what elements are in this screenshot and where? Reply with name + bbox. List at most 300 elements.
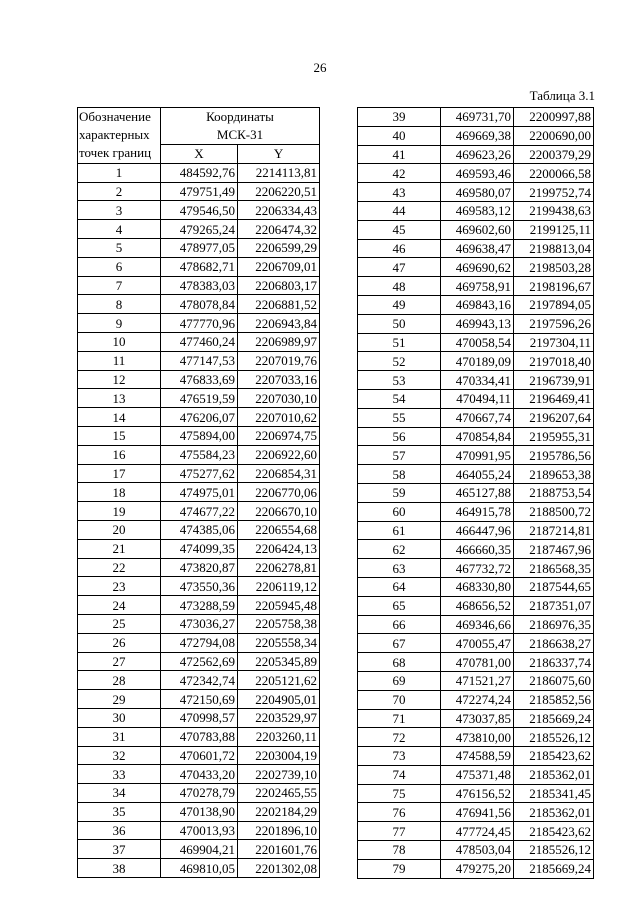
table-row xyxy=(78,671,320,690)
point-number-cell: 6 xyxy=(78,257,161,276)
x-coordinate-cell: 477770,96 xyxy=(161,314,238,333)
coordinates-label: Координаты xyxy=(206,109,274,124)
table-row xyxy=(358,690,594,709)
table-row xyxy=(358,183,594,202)
table-row xyxy=(358,784,594,803)
table-row xyxy=(78,652,320,671)
coordinates-table-left xyxy=(77,107,320,878)
x-coordinate-cell: 476833,69 xyxy=(161,370,238,389)
point-number-cell: 76 xyxy=(358,803,441,822)
table-row xyxy=(358,709,594,728)
point-number-cell: 37 xyxy=(78,840,161,859)
table-row xyxy=(358,559,594,578)
y-coordinate-cell: 2185423,62 xyxy=(514,747,594,766)
y-coordinate-cell: 2206709,01 xyxy=(238,257,320,276)
x-coordinate-cell: 474099,35 xyxy=(161,539,238,558)
x-column-header: X xyxy=(161,145,238,164)
x-coordinate-cell: 465127,88 xyxy=(441,483,514,502)
point-number-cell: 52 xyxy=(358,352,441,371)
x-coordinate-cell: 470278,79 xyxy=(161,784,238,803)
point-number-cell: 15 xyxy=(78,426,161,445)
table-row xyxy=(358,577,594,596)
y-coordinate-cell: 2207033,16 xyxy=(238,370,320,389)
y-coordinate-cell: 2199438,63 xyxy=(514,201,594,220)
table-row xyxy=(78,220,320,239)
y-coordinate-cell: 2188753,54 xyxy=(514,483,594,502)
table-row xyxy=(358,145,594,164)
y-coordinate-cell: 2196469,41 xyxy=(514,389,594,408)
x-coordinate-cell: 469943,13 xyxy=(441,314,514,333)
y-coordinate-cell: 2200379,29 xyxy=(514,145,594,164)
table-row xyxy=(78,238,320,257)
x-coordinate-cell: 477724,45 xyxy=(441,822,514,841)
table-row xyxy=(78,314,320,333)
point-number-cell: 43 xyxy=(358,183,441,202)
table-row xyxy=(358,615,594,634)
point-number-cell: 59 xyxy=(358,483,441,502)
table-row xyxy=(78,276,320,295)
y-coordinate-cell: 2205558,34 xyxy=(238,633,320,652)
x-coordinate-cell: 469346,66 xyxy=(441,615,514,634)
table-row xyxy=(358,765,594,784)
point-number-cell: 21 xyxy=(78,539,161,558)
point-number-cell: 35 xyxy=(78,802,161,821)
table-row xyxy=(78,784,320,803)
y-coordinate-cell: 2201601,76 xyxy=(238,840,320,859)
table-row xyxy=(358,822,594,841)
x-coordinate-cell: 472342,74 xyxy=(161,671,238,690)
x-coordinate-cell: 466660,35 xyxy=(441,540,514,559)
table-row xyxy=(78,821,320,840)
point-number-cell: 32 xyxy=(78,746,161,765)
y-coordinate-cell: 2187214,81 xyxy=(514,521,594,540)
x-coordinate-cell: 479546,50 xyxy=(161,201,238,220)
y-coordinate-cell: 2199125,11 xyxy=(514,220,594,239)
point-number-cell: 31 xyxy=(78,727,161,746)
y-coordinate-cell: 2206770,06 xyxy=(238,483,320,502)
point-number-cell: 40 xyxy=(358,126,441,145)
table-row xyxy=(358,295,594,314)
y-coordinate-cell: 2207030,10 xyxy=(238,389,320,408)
point-number-cell: 34 xyxy=(78,784,161,803)
table-row xyxy=(78,840,320,859)
table-row xyxy=(358,653,594,672)
x-coordinate-cell: 473037,85 xyxy=(441,709,514,728)
x-coordinate-cell: 473550,36 xyxy=(161,577,238,596)
y-coordinate-cell: 2207019,76 xyxy=(238,351,320,370)
point-number-cell: 48 xyxy=(358,277,441,296)
table-row xyxy=(358,634,594,653)
point-number-cell: 30 xyxy=(78,708,161,727)
point-number-cell: 28 xyxy=(78,671,161,690)
point-number-cell: 14 xyxy=(78,408,161,427)
point-number-cell: 46 xyxy=(358,239,441,258)
table-row xyxy=(358,859,594,878)
table-row xyxy=(358,314,594,333)
table-row xyxy=(78,708,320,727)
table-row xyxy=(78,445,320,464)
y-coordinate-cell: 2199752,74 xyxy=(514,183,594,202)
table-row xyxy=(358,502,594,521)
y-coordinate-cell: 2206278,81 xyxy=(238,558,320,577)
x-coordinate-cell: 473036,27 xyxy=(161,614,238,633)
coordinates-group-header xyxy=(161,108,320,145)
point-number-cell: 8 xyxy=(78,295,161,314)
x-coordinate-cell: 473288,59 xyxy=(161,596,238,615)
point-number-cell: 68 xyxy=(358,653,441,672)
point-number-cell: 69 xyxy=(358,671,441,690)
y-coordinate-cell: 2185362,01 xyxy=(514,765,594,784)
y-coordinate-cell: 2195955,31 xyxy=(514,427,594,446)
y-coordinate-cell: 2205121,62 xyxy=(238,671,320,690)
y-coordinate-cell: 2187544,65 xyxy=(514,577,594,596)
point-number-cell: 23 xyxy=(78,577,161,596)
y-coordinate-cell: 2187351,07 xyxy=(514,596,594,615)
point-number-cell: 41 xyxy=(358,145,441,164)
table-row xyxy=(358,427,594,446)
table-row xyxy=(358,446,594,465)
y-coordinate-cell: 2196207,64 xyxy=(514,408,594,427)
x-coordinate-cell: 473810,00 xyxy=(441,728,514,747)
point-number-cell: 50 xyxy=(358,314,441,333)
y-coordinate-cell: 2200066,58 xyxy=(514,164,594,183)
y-column-header: Y xyxy=(238,145,320,164)
point-number-cell: 20 xyxy=(78,520,161,539)
point-number-cell: 60 xyxy=(358,502,441,521)
table-row xyxy=(78,182,320,201)
table-row xyxy=(358,220,594,239)
point-number-cell: 49 xyxy=(358,295,441,314)
point-number-cell: 24 xyxy=(78,596,161,615)
coordinates-table-right xyxy=(357,107,594,879)
point-number-cell: 77 xyxy=(358,822,441,841)
x-coordinate-cell: 475371,48 xyxy=(441,765,514,784)
point-number-cell: 62 xyxy=(358,540,441,559)
y-coordinate-cell: 2206854,31 xyxy=(238,464,320,483)
point-number-cell: 13 xyxy=(78,389,161,408)
y-coordinate-cell: 2200690,00 xyxy=(514,126,594,145)
point-number-cell: 54 xyxy=(358,389,441,408)
header-line: Обозначение xyxy=(79,109,151,124)
y-coordinate-cell: 2204905,01 xyxy=(238,690,320,709)
y-coordinate-cell: 2186638,27 xyxy=(514,634,594,653)
table-row xyxy=(78,596,320,615)
x-coordinate-cell: 469638,47 xyxy=(441,239,514,258)
x-coordinate-cell: 469690,62 xyxy=(441,258,514,277)
table-row xyxy=(78,577,320,596)
x-coordinate-cell: 469580,07 xyxy=(441,183,514,202)
x-coordinate-cell: 470494,11 xyxy=(441,389,514,408)
y-coordinate-cell: 2206803,17 xyxy=(238,276,320,295)
y-coordinate-cell: 2198503,28 xyxy=(514,258,594,277)
table-row xyxy=(358,841,594,860)
point-number-cell: 17 xyxy=(78,464,161,483)
x-coordinate-cell: 478078,84 xyxy=(161,295,238,314)
table-row xyxy=(358,389,594,408)
x-coordinate-cell: 479751,49 xyxy=(161,182,238,201)
point-number-cell: 66 xyxy=(358,615,441,634)
y-coordinate-cell: 2185423,62 xyxy=(514,822,594,841)
y-coordinate-cell: 2206599,29 xyxy=(238,238,320,257)
point-number-cell: 47 xyxy=(358,258,441,277)
table-row xyxy=(78,539,320,558)
table-row xyxy=(78,408,320,427)
point-number-cell: 16 xyxy=(78,445,161,464)
x-coordinate-cell: 474975,01 xyxy=(161,483,238,502)
x-coordinate-cell: 474385,06 xyxy=(161,520,238,539)
page-number: 26 xyxy=(313,60,327,75)
table-row xyxy=(78,351,320,370)
x-coordinate-cell: 476156,52 xyxy=(441,784,514,803)
table-row xyxy=(78,389,320,408)
point-number-cell: 71 xyxy=(358,709,441,728)
y-coordinate-cell: 2201302,08 xyxy=(238,859,320,878)
x-coordinate-cell: 464915,78 xyxy=(441,502,514,521)
x-coordinate-cell: 469583,12 xyxy=(441,201,514,220)
x-coordinate-cell: 467732,72 xyxy=(441,559,514,578)
x-coordinate-cell: 478977,05 xyxy=(161,238,238,257)
y-coordinate-cell: 2189653,38 xyxy=(514,465,594,484)
x-coordinate-cell: 470055,47 xyxy=(441,634,514,653)
y-coordinate-cell: 2206554,68 xyxy=(238,520,320,539)
table-row xyxy=(78,859,320,878)
x-coordinate-cell: 475277,62 xyxy=(161,464,238,483)
point-number-cell: 9 xyxy=(78,314,161,333)
table-row xyxy=(78,614,320,633)
point-number-cell: 12 xyxy=(78,370,161,389)
y-coordinate-cell: 2186976,35 xyxy=(514,615,594,634)
x-coordinate-cell: 470854,84 xyxy=(441,427,514,446)
x-coordinate-cell: 472274,24 xyxy=(441,690,514,709)
point-number-cell: 79 xyxy=(358,859,441,878)
x-coordinate-cell: 477460,24 xyxy=(161,332,238,351)
table-row xyxy=(78,802,320,821)
point-number-cell: 18 xyxy=(78,483,161,502)
x-coordinate-cell: 469810,05 xyxy=(161,859,238,878)
y-coordinate-cell: 2195786,56 xyxy=(514,446,594,465)
point-number-cell: 70 xyxy=(358,690,441,709)
table-row xyxy=(358,483,594,502)
header-line: точек границ xyxy=(79,145,152,160)
y-coordinate-cell: 2206334,43 xyxy=(238,201,320,220)
point-number-cell: 22 xyxy=(78,558,161,577)
y-coordinate-cell: 2206943,84 xyxy=(238,314,320,333)
y-coordinate-cell: 2186075,60 xyxy=(514,671,594,690)
point-number-cell: 75 xyxy=(358,784,441,803)
x-coordinate-cell: 470781,00 xyxy=(441,653,514,672)
y-coordinate-cell: 2197304,11 xyxy=(514,333,594,352)
table-row xyxy=(358,596,594,615)
x-coordinate-cell: 479275,20 xyxy=(441,859,514,878)
table-row xyxy=(358,201,594,220)
table-row xyxy=(78,201,320,220)
y-coordinate-cell: 2185669,24 xyxy=(514,859,594,878)
y-coordinate-cell: 2205345,89 xyxy=(238,652,320,671)
y-coordinate-cell: 2198196,67 xyxy=(514,277,594,296)
y-coordinate-cell: 2203529,97 xyxy=(238,708,320,727)
point-number-cell: 10 xyxy=(78,332,161,351)
table-row xyxy=(78,690,320,709)
point-number-cell: 53 xyxy=(358,371,441,390)
y-coordinate-cell: 2206119,12 xyxy=(238,577,320,596)
point-number-cell: 44 xyxy=(358,201,441,220)
point-number-cell: 36 xyxy=(78,821,161,840)
y-coordinate-cell: 2203260,11 xyxy=(238,727,320,746)
x-coordinate-cell: 478503,04 xyxy=(441,841,514,860)
table-row xyxy=(78,502,320,521)
point-number-cell: 55 xyxy=(358,408,441,427)
x-coordinate-cell: 464055,24 xyxy=(441,465,514,484)
table-row xyxy=(78,727,320,746)
x-coordinate-cell: 468656,52 xyxy=(441,596,514,615)
x-coordinate-cell: 472150,69 xyxy=(161,690,238,709)
point-number-cell: 2 xyxy=(78,182,161,201)
x-coordinate-cell: 470138,90 xyxy=(161,802,238,821)
y-coordinate-cell: 2185362,01 xyxy=(514,803,594,822)
point-number-cell: 39 xyxy=(358,108,441,127)
table-row xyxy=(358,540,594,559)
point-number-cell: 4 xyxy=(78,220,161,239)
point-number-cell: 11 xyxy=(78,351,161,370)
point-number-cell: 25 xyxy=(78,614,161,633)
point-number-cell: 3 xyxy=(78,201,161,220)
x-coordinate-cell: 469669,38 xyxy=(441,126,514,145)
point-number-cell: 74 xyxy=(358,765,441,784)
y-coordinate-cell: 2202184,29 xyxy=(238,802,320,821)
header-line: характерных xyxy=(79,127,150,142)
point-number-cell: 51 xyxy=(358,333,441,352)
x-coordinate-cell: 470334,41 xyxy=(441,371,514,390)
point-number-cell: 29 xyxy=(78,690,161,709)
point-number-cell: 27 xyxy=(78,652,161,671)
x-coordinate-cell: 470601,72 xyxy=(161,746,238,765)
table-row xyxy=(78,257,320,276)
y-coordinate-cell: 2202465,55 xyxy=(238,784,320,803)
point-number-cell: 33 xyxy=(78,765,161,784)
table-row xyxy=(358,465,594,484)
table-row xyxy=(78,746,320,765)
y-coordinate-cell: 2203004,19 xyxy=(238,746,320,765)
point-number-cell: 65 xyxy=(358,596,441,615)
x-coordinate-cell: 479265,24 xyxy=(161,220,238,239)
table-caption: Таблица 3.1 xyxy=(529,88,595,103)
table-row xyxy=(358,371,594,390)
point-number-cell: 45 xyxy=(358,220,441,239)
y-coordinate-cell: 2205758,38 xyxy=(238,614,320,633)
x-coordinate-cell: 471521,27 xyxy=(441,671,514,690)
y-coordinate-cell: 2197596,26 xyxy=(514,314,594,333)
x-coordinate-cell: 470998,57 xyxy=(161,708,238,727)
y-coordinate-cell: 2200997,88 xyxy=(514,108,594,127)
x-coordinate-cell: 469731,70 xyxy=(441,108,514,127)
table-row xyxy=(358,352,594,371)
y-coordinate-cell: 2187467,96 xyxy=(514,540,594,559)
y-coordinate-cell: 2186568,35 xyxy=(514,559,594,578)
x-coordinate-cell: 476206,07 xyxy=(161,408,238,427)
table-row xyxy=(78,520,320,539)
x-coordinate-cell: 478682,71 xyxy=(161,257,238,276)
x-coordinate-cell: 470189,09 xyxy=(441,352,514,371)
table-row xyxy=(358,671,594,690)
x-coordinate-cell: 469623,26 xyxy=(441,145,514,164)
table-row xyxy=(358,126,594,145)
y-coordinate-cell: 2185341,45 xyxy=(514,784,594,803)
point-number-cell: 64 xyxy=(358,577,441,596)
y-coordinate-cell: 2206424,13 xyxy=(238,539,320,558)
table-row xyxy=(358,277,594,296)
table-row xyxy=(358,747,594,766)
table-row xyxy=(78,558,320,577)
y-coordinate-cell: 2198813,04 xyxy=(514,239,594,258)
x-coordinate-cell: 472794,08 xyxy=(161,633,238,652)
x-coordinate-cell: 469602,60 xyxy=(441,220,514,239)
x-coordinate-cell: 475894,00 xyxy=(161,426,238,445)
point-number-cell: 19 xyxy=(78,502,161,521)
y-coordinate-cell: 2185669,24 xyxy=(514,709,594,728)
x-coordinate-cell: 470783,88 xyxy=(161,727,238,746)
y-coordinate-cell: 2185526,12 xyxy=(514,728,594,747)
y-coordinate-cell: 2196739,91 xyxy=(514,371,594,390)
x-coordinate-cell: 475584,23 xyxy=(161,445,238,464)
y-coordinate-cell: 2201896,10 xyxy=(238,821,320,840)
table-row xyxy=(78,765,320,784)
table-row xyxy=(358,258,594,277)
x-coordinate-cell: 470433,20 xyxy=(161,765,238,784)
y-coordinate-cell: 2206220,51 xyxy=(238,182,320,201)
x-coordinate-cell: 469843,16 xyxy=(441,295,514,314)
table-row xyxy=(78,464,320,483)
y-coordinate-cell: 2206670,10 xyxy=(238,502,320,521)
table-row xyxy=(78,370,320,389)
point-number-cell: 5 xyxy=(78,238,161,257)
table-row xyxy=(78,295,320,314)
x-coordinate-cell: 473820,87 xyxy=(161,558,238,577)
point-number-cell: 58 xyxy=(358,465,441,484)
point-number-cell: 67 xyxy=(358,634,441,653)
x-coordinate-cell: 477147,53 xyxy=(161,351,238,370)
y-coordinate-cell: 2186337,74 xyxy=(514,653,594,672)
table-row xyxy=(358,521,594,540)
x-coordinate-cell: 470667,74 xyxy=(441,408,514,427)
table-row xyxy=(358,333,594,352)
point-number-cell: 63 xyxy=(358,559,441,578)
x-coordinate-cell: 474677,22 xyxy=(161,502,238,521)
x-coordinate-cell: 469593,46 xyxy=(441,164,514,183)
table-row xyxy=(78,163,320,182)
y-coordinate-cell: 2214113,81 xyxy=(238,163,320,182)
table-row xyxy=(78,332,320,351)
point-number-cell: 61 xyxy=(358,521,441,540)
table-row xyxy=(358,239,594,258)
y-coordinate-cell: 2207010,62 xyxy=(238,408,320,427)
table-row xyxy=(358,108,594,127)
table-row xyxy=(78,633,320,652)
x-coordinate-cell: 474588,59 xyxy=(441,747,514,766)
y-coordinate-cell: 2206474,32 xyxy=(238,220,320,239)
y-coordinate-cell: 2185526,12 xyxy=(514,841,594,860)
y-coordinate-cell: 2185852,56 xyxy=(514,690,594,709)
x-coordinate-cell: 476941,56 xyxy=(441,803,514,822)
x-coordinate-cell: 472562,69 xyxy=(161,652,238,671)
point-designation-header xyxy=(78,108,161,164)
y-coordinate-cell: 2188500,72 xyxy=(514,502,594,521)
x-coordinate-cell: 469758,91 xyxy=(441,277,514,296)
point-number-cell: 72 xyxy=(358,728,441,747)
point-number-cell: 57 xyxy=(358,446,441,465)
y-coordinate-cell: 2206974,75 xyxy=(238,426,320,445)
x-coordinate-cell: 478383,03 xyxy=(161,276,238,295)
point-number-cell: 78 xyxy=(358,841,441,860)
